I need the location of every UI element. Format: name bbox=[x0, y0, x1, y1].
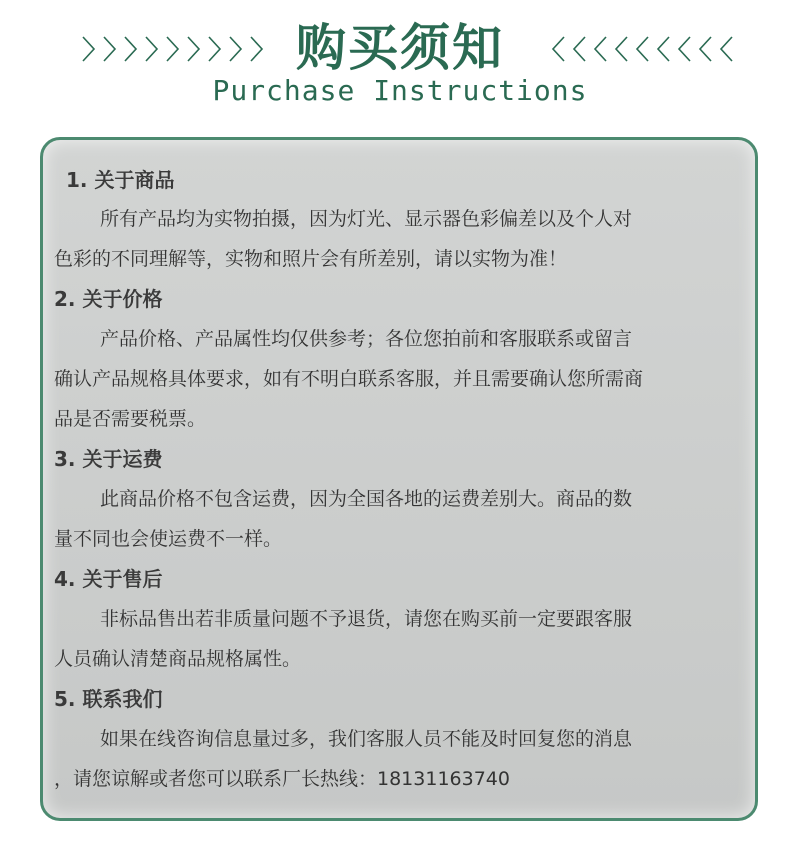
chevron-left-icon bbox=[634, 34, 651, 64]
right-chevron-decoration bbox=[550, 34, 735, 64]
chevron-left-icon bbox=[697, 34, 714, 64]
section-text-line: 产品价格、产品属性均仅供参考；各位您拍前和客服联系或留言 bbox=[100, 328, 633, 350]
section-heading-shipping: 3. 关于运费 bbox=[54, 447, 163, 471]
section-text-line: 非标品售出若非质量问题不予退货，请您在购买前一定要跟客服 bbox=[100, 608, 633, 630]
page-subtitle: Purchase Instructions bbox=[212, 74, 588, 107]
header bbox=[0, 0, 800, 120]
section-text-line: 品是否需要税票。 bbox=[54, 408, 207, 430]
section-text-line: 量不同也会使运费不一样。 bbox=[54, 528, 283, 550]
chevron-left-icon bbox=[613, 34, 630, 64]
section-heading-contact: 5. 联系我们 bbox=[54, 687, 163, 711]
chevron-left-icon bbox=[571, 34, 588, 64]
chevron-left-icon bbox=[718, 34, 735, 64]
section-text-line: 所有产品均为实物拍摄，因为灯光、显示器色彩偏差以及个人对 bbox=[100, 208, 633, 230]
chevron-left-icon bbox=[655, 34, 672, 64]
page-title: 购买须知 bbox=[296, 19, 504, 77]
section-heading-price: 2. 关于价格 bbox=[54, 287, 163, 311]
section-heading-products: 1. 关于商品 bbox=[66, 168, 175, 192]
section-text-line: 色彩的不同理解等，实物和照片会有所差别，请以实物为准！ bbox=[54, 248, 568, 270]
chevron-left-icon bbox=[676, 34, 693, 64]
chevron-left-icon bbox=[550, 34, 567, 64]
section-text-line: 人员确认清楚商品规格属性。 bbox=[54, 648, 302, 670]
contact-hotline-line: ，请您谅解或者您可以联系厂长热线：18131163740 bbox=[54, 768, 510, 790]
section-heading-after-sales: 4. 关于售后 bbox=[54, 567, 163, 591]
section-text-line: 此商品价格不包含运费，因为全国各地的运费差别大。商品的数 bbox=[100, 488, 633, 510]
instructions-panel bbox=[40, 137, 758, 821]
chevron-left-icon bbox=[592, 34, 609, 64]
section-text-line: 确认产品规格具体要求，如有不明白联系客服，并且需要确认您所需商 bbox=[54, 368, 644, 390]
section-text-line: 如果在线咨询信息量过多，我们客服人员不能及时回复您的消息 bbox=[100, 728, 633, 750]
